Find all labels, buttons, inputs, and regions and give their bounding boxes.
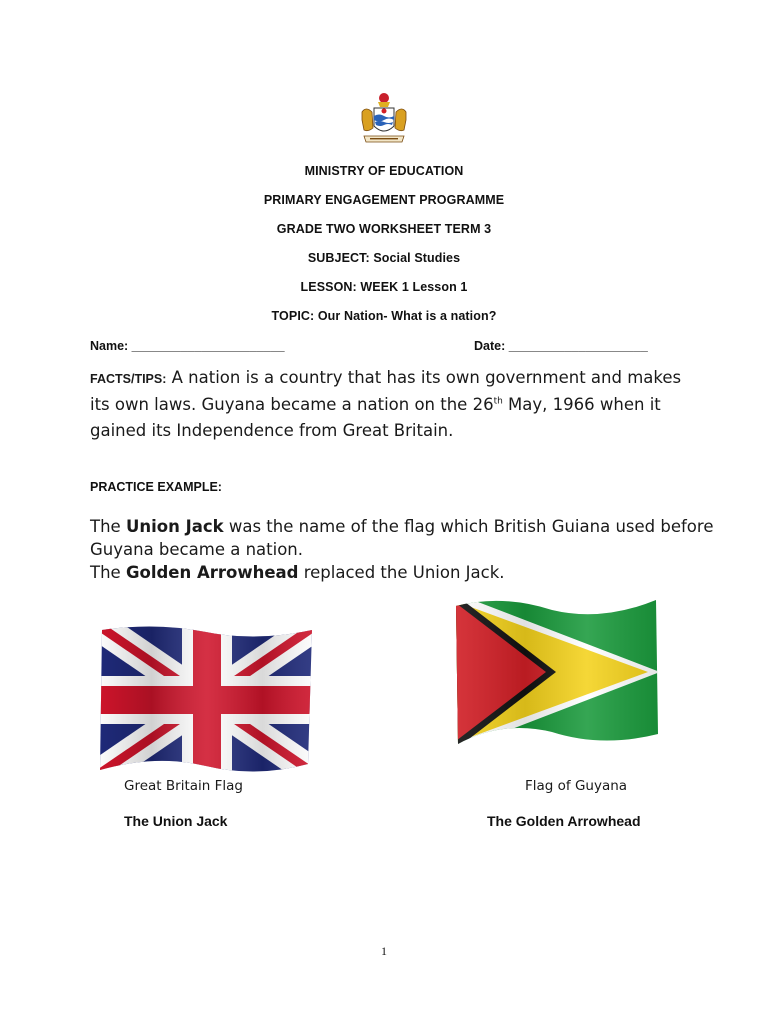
facts-superscript: th [493, 396, 503, 407]
date-field[interactable]: Date: ____________________ [474, 339, 648, 353]
uk-flag-caption: Great Britain Flag [124, 778, 243, 794]
practice-sentence-2 [90, 561, 730, 584]
facts-text-2: May, 1966 when it gained its Independence from Great Britain. [90, 395, 661, 440]
s2-text-b: replaced the Union Jack. [298, 563, 505, 582]
facts-paragraph [90, 365, 690, 444]
name-field[interactable]: Name: ______________________ [90, 339, 285, 353]
lesson-heading: LESSON: WEEK 1 Lesson 1 [300, 280, 468, 294]
guyana-flag-icon [452, 592, 660, 744]
subject-heading: SUBJECT: Social Studies [307, 251, 461, 265]
programme-heading: PRIMARY ENGAGEMENT PROGRAMME [263, 193, 505, 207]
union-jack-flag-icon [96, 624, 318, 776]
s1-text-a: The [90, 517, 126, 536]
practice-sentence-1 [90, 515, 730, 561]
s1-bold: Union Jack [125, 517, 224, 536]
practice-label: PRACTICE EXAMPLE: [90, 480, 222, 494]
s2-bold: Golden Arrowhead [125, 563, 299, 582]
facts-label: FACTS/TIPS: [90, 372, 167, 386]
ministry-heading: MINISTRY OF EDUCATION [304, 164, 464, 178]
uk-flag-name: The Union Jack [124, 813, 228, 829]
s1-text-b: was the name of the flag which British Guiana used before Guyana became a nation. [90, 517, 714, 559]
guyana-flag-caption: Flag of Guyana [525, 778, 628, 794]
worksheet-heading: GRADE TWO WORKSHEET TERM 3 [276, 222, 492, 236]
facts-text-1: A nation is a country that has its own government and makes its own laws. Guyana became a nation on the 26 [90, 368, 682, 414]
s2-text-a: The [90, 563, 126, 582]
practice-paragraph [90, 515, 730, 584]
coat-of-arms-icon [354, 90, 414, 150]
guyana-flag-name: The Golden Arrowhead [487, 813, 641, 829]
page-number: 1 [381, 944, 387, 958]
topic-heading: TOPIC: Our Nation- What is a nation? [271, 309, 497, 323]
